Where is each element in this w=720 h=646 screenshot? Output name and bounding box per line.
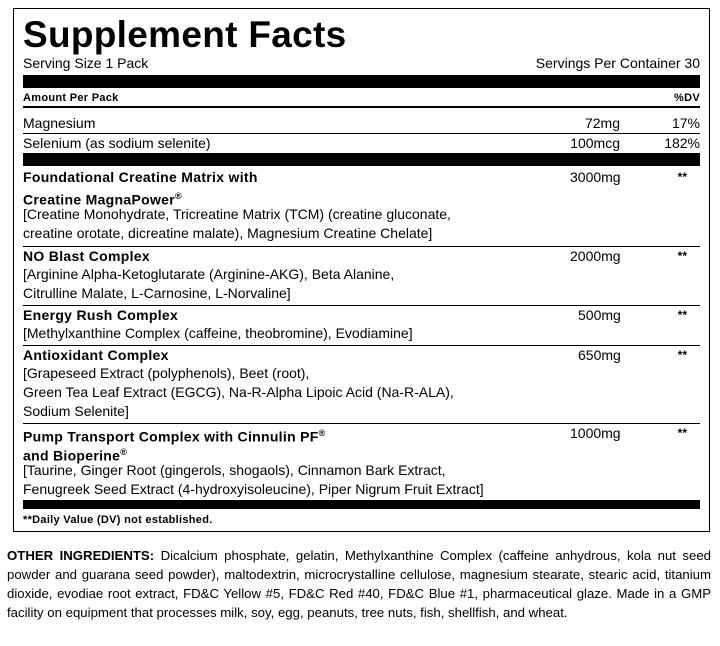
- divider: [23, 133, 700, 134]
- complex-dv: **: [677, 308, 687, 322]
- serving-row: [23, 55, 700, 71]
- thick-divider-top: [23, 75, 700, 88]
- other-ingredients-label: OTHER INGREDIENTS:: [7, 548, 155, 563]
- registered-mark: ®: [120, 447, 128, 457]
- nutrient-dv: 182%: [664, 135, 700, 151]
- nutrient-dv: 17%: [671, 115, 700, 131]
- description-line: Green Tea Leaf Extract (EGCG), Na-R-Alpha Lipoic Acid (Na-R-ALA),: [23, 384, 454, 400]
- complex-name-line1: Foundational Creatine Matrix with: [23, 169, 258, 185]
- panel-title: Supplement Facts: [23, 14, 347, 55]
- nutrient-name: Magnesium: [23, 115, 96, 131]
- complex-name-line1: NO Blast Complex: [23, 248, 150, 264]
- complex-dv: **: [677, 426, 687, 440]
- complex-name-line1: Energy Rush Complex: [23, 307, 179, 323]
- other-ingredients-text: Dicalcium phosphate, gelatin, Methylxanthine Complex (caffeine anhydrous, kola nut seed powder and guarana seed powder), maltodextrin, microcrystalline cellulose, magnesium stearate, stearic acid, titanium dioxide, evodiae root extract, FD&C Yellow #5, FD&C Red #40, FD&C Blue #1, pharmaceutical glaze. Made in a GMP facility on equipment that processes milk, soy, egg, peanuts, tree nuts, fish, shellfish, and wheat.: [7, 548, 711, 620]
- thick-divider-bottom: [23, 500, 700, 509]
- nutrient-amount: 72mg: [584, 115, 620, 131]
- amount-header-row: [23, 92, 700, 105]
- complex-description: [23, 461, 583, 499]
- servings-per-container: Servings Per Container 30: [535, 55, 700, 71]
- supplement-facts-panel: [13, 8, 710, 532]
- complex-name-line1: Antioxidant Complex: [23, 347, 169, 363]
- complex-amount: 650mg: [578, 347, 621, 363]
- amount-per-label: Amount Per Pack: [23, 92, 119, 104]
- divider: [23, 106, 700, 108]
- description-line: [Taurine, Ginger Root (gingerols, shogaols), Cinnamon Bark Extract,: [23, 462, 446, 478]
- complex-amount: 500mg: [578, 307, 621, 323]
- description-line: [Grapeseed Extract (polyphenols), Beet (root),: [23, 365, 310, 381]
- complex-dv: **: [677, 170, 687, 184]
- registered-mark: ®: [174, 191, 182, 201]
- complex-description: [23, 205, 583, 243]
- complex-amount: 3000mg: [570, 169, 621, 185]
- description-line: Citrulline Malate, L-Carnosine, L-Norvaline]: [23, 285, 291, 301]
- thick-divider-middle: [23, 153, 700, 166]
- other-ingredients: [7, 546, 711, 622]
- serving-size: Serving Size 1 Pack: [23, 55, 149, 71]
- divider: [23, 305, 700, 306]
- divider: [23, 423, 700, 424]
- description-line: creatine orotate, dicreatine malate), Magnesium Creatine Chelate]: [23, 225, 433, 241]
- complex-name-line1: Pump Transport Complex with Cinnulin PF: [23, 428, 319, 445]
- description-line: [Arginine Alpha-Ketoglutarate (Arginine-AKG), Beta Alanine,: [23, 266, 395, 282]
- registered-mark: ®: [318, 428, 326, 438]
- complex-amount: 1000mg: [570, 425, 621, 441]
- description-line: Sodium Selenite]: [23, 403, 129, 419]
- divider: [23, 345, 700, 346]
- nutrient-amount: 100mcg: [570, 135, 620, 151]
- divider: [23, 246, 700, 247]
- complex-description: [23, 364, 583, 421]
- complex-name-line2: and Bioperine: [23, 447, 121, 464]
- description-line: Fenugreek Seed Extract (4-hydroxyisoleucine), Piper Nigrum Fruit Extract]: [23, 481, 484, 497]
- description-line: [Creatine Monohydrate, Tricreatine Matrix (TCM) (creatine gluconate,: [23, 206, 451, 222]
- complex-dv: **: [677, 348, 687, 362]
- nutrient-name: Selenium (as sodium selenite): [23, 135, 211, 151]
- complex-dv: **: [677, 249, 687, 263]
- description-line: [Methylxanthine Complex (caffeine, theobromine), Evodiamine]: [23, 325, 413, 341]
- complex-name-line2: Creatine MagnaPower: [23, 191, 175, 208]
- footnote: **Daily Value (DV) not established.: [23, 514, 213, 526]
- dv-header: %DV: [674, 92, 700, 104]
- complex-description: [23, 324, 583, 343]
- complex-amount: 2000mg: [570, 248, 621, 264]
- complex-description: [23, 265, 583, 303]
